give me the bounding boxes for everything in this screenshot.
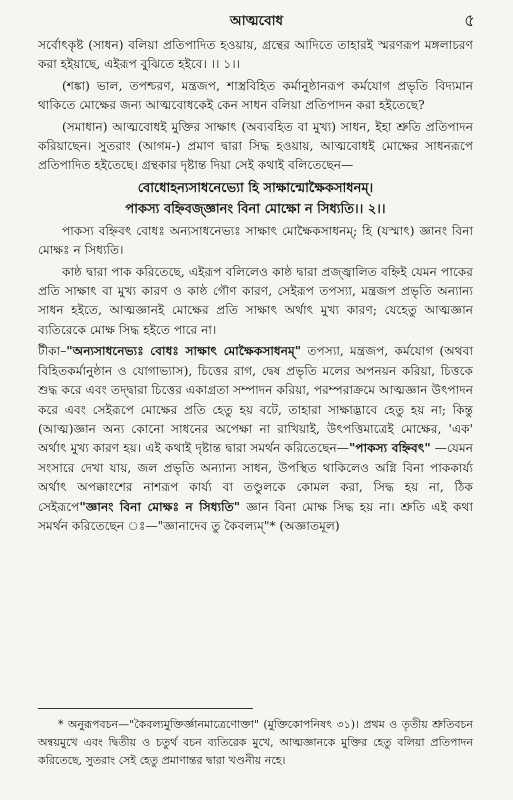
paragraph-objection: (শঙ্কা) ভাল, তপশ্চরণ, মন্ত্রজপ, শাস্ত্রবিহিত কর্মানুষ্ঠানরূপ কর্মযোগ প্রভৃতি বিদ্যমান থাকিতে মোক্ষের জন্য আত্মবোধকেই কেন সাধন বলিয়া প্রতিপাদন করা হইতেছে? — [38, 78, 473, 113]
paragraph-explanation: কাষ্ঠ দ্বারা পাক করিতেছে, এইরূপ বলিলেও কাষ্ঠ দ্বারা প্রজ্জ্বালিত বহ্নিই যেমন পাকের প্রতি সাক্ষাৎ বা মুখ্য কারণ ও কাষ্ঠ গৌণ কারণ, সেইরূপ তপস্যা, মন্ত্রজপ প্রভৃতি অন্যান্য সাধন হইতে, আত্মজ্ঞানই মোক্ষের প্রতি সাক্ষাৎ অর্থাৎ মুখ্য কারণ; যেহেতু আত্মজ্ঞান ব্যতিরেকে মোক্ষ সিদ্ধ হইতে পারে না। — [38, 264, 473, 337]
footnote-divider — [38, 708, 253, 709]
commentary-text-1: তপস্যা, মন্ত্রজপ, কর্মযোগ (অথবা বিহিতকর্মানুষ্ঠান ও যোগাভ্যাস), চিত্তের রাগ, দ্বেষ প্রভৃতি মলের অপনয়ন করিয়া, চিত্তকে শুদ্ধ করে এবং তদ্দ্বারা চিত্তের একাগ্রতা সম্পাদন করিয়া, পরম্পরাক্রমে আত্মজ্ঞান উৎপাদন করে এবং সেইরূপে মোক্ষের প্রতি হেতু হয় বটে, তাহারা সাক্ষাদ্ভাবে হেতু হয় না; কিন্তু (আত্ম)জ্ঞান অন্য কোনো সাধনের অপেক্ষা না রাখিয়াই, উৎপত্তিমাত্রেই মোক্ষের, 'এক' অর্থাৎ মুখ্য কারণ হয়। এই কথাই দৃষ্টান্ত দ্বারা সমর্থন করিতেছেন— — [38, 344, 473, 456]
running-title: আত্মবোধ — [229, 13, 284, 29]
verse-line-1: বোধোহন্যসাধনেভ্যো হি সাক্ষান্মোক্ষৈকসাধনম্। — [137, 180, 374, 196]
commentary-text-3: জ্ঞান বিনা মোক্ষ সিদ্ধ হয় না। শ্রুতি এই কথা সমর্থন করিতেছেন ঃ—"জ্ঞানাদেব তু কৈবল্যম্"* (অজ্ঞাতমূল) — [38, 499, 473, 533]
commentary-quote-3: "জ্ঞানং বিনা মোক্ষঃ ন সিধ্যতি" — [79, 499, 241, 514]
paragraph-anvaya: পাকস্য বহ্নিবৎ বোধঃ অন্যসাধনেভ্যঃ সাক্ষাৎ মোক্ষৈকসাধনম্; হি (যস্মাৎ) জ্ঞানং বিনা মোক্ষঃ ন সিধ্যতি। — [38, 223, 473, 258]
paragraph-1: সর্বোৎকৃষ্ট (সাধন) বলিয়া প্রতিপাদিত হওয়ায়, গ্রন্থের আদিতে তাহারই স্মরণরূপ মঙ্গলাচরণ করা হইয়াছে, এইরূপ বুঝিতে হইবে। ।। ১।। — [38, 38, 473, 72]
footnote-text: * অনুরূপবচন—"কৈবল্যমুক্তির্জ্ঞানমাত্রেণোক্তা" (মুক্তিকোপনিষৎ ৩১)। প্রথম ও তৃতীয় শ্রুতিবচন অন্বয়মুখে এবং দ্বিতীয় ও চতুর্থ বচন ব্যতিরেক মুখে, আত্মজ্ঞানকে মুক্তির হেতু বলিয়া প্রতিপাদন করিতেছে, সুতরাং সেই হেতু প্রমাণান্তর দ্বারা খণ্ডনীয় নহে। — [38, 718, 473, 767]
commentary-quote-1: "অন্যসাধনেভ্যঃ বোধঃ সাক্ষাৎ মোক্ষৈকসাধনম্" — [66, 344, 302, 359]
body-text — [38, 36, 473, 538]
verse-2 — [38, 178, 473, 220]
commentary-label: টীকা– — [38, 344, 67, 359]
commentary-text-2: —যেমন সংসারে দেখা যায়, জল প্রভৃতি অন্যান্য সাধন, উপস্থিত থাকিলেও অগ্নি বিনা পাককার্য্য অর্থাৎ অপক্কাংশের নাশরূপ কার্য্য বা তণ্ডুলকে কোমল করা, সিদ্ধ হয় না, ঠিক সেইরূপে — [38, 441, 473, 514]
page-number: ৫ — [463, 11, 475, 31]
footnote — [38, 716, 473, 770]
paragraph-commentary — [38, 342, 473, 536]
paragraph-resolution: (সমাধান) আত্মবোধই মুক্তির সাক্ষাৎ (অব্যবহিত বা মুখ্য) সাধন, ইহা শ্রুতি প্রতিপাদন করিয়াছেন। সুতরাং (আগম-) প্রমাণ দ্বারা সিদ্ধ হওয়ায়, আত্মবোধই মোক্ষের সাধনরূপে প্রতিপাদিত হইতেছে। গ্রন্থকার দৃষ্টান্ত দিয়া সেই কথাই বলিতেছেন— — [38, 119, 473, 173]
page-header — [38, 10, 475, 32]
commentary-quote-2: "পাকস্য বহ্নিবৎ" — [348, 441, 431, 456]
verse-line-2: পাকস্য বহ্নিবজ্জ্ঞানং বিনা মোক্ষো ন সিধ্যতি।। ২।। — [125, 201, 386, 217]
